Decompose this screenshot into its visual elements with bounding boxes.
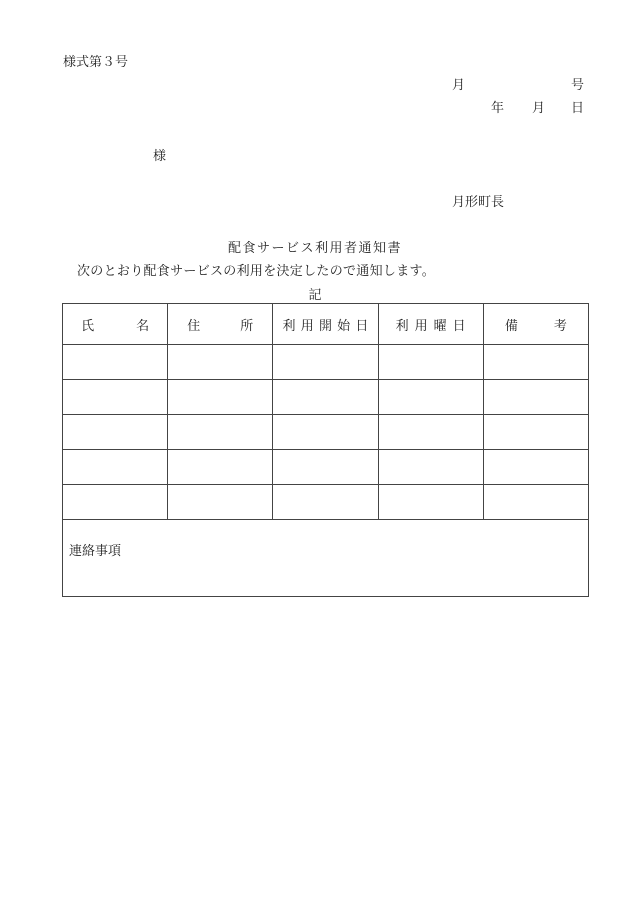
usage-days-cell[interactable]	[378, 450, 483, 485]
usage-days-cell[interactable]	[378, 415, 483, 450]
name-cell[interactable]	[63, 485, 168, 520]
address-cell[interactable]	[168, 485, 273, 520]
header-start-date-char: 用	[300, 318, 314, 334]
notes-label: 連絡事項	[69, 544, 122, 559]
start-date-cell[interactable]	[273, 450, 378, 485]
header-start-date-char: 利	[282, 318, 296, 334]
header-remarks	[483, 304, 588, 345]
document-title: 配食サービス利用者通知書	[227, 241, 402, 256]
start-date-cell[interactable]	[273, 415, 378, 450]
name-cell[interactable]	[63, 415, 168, 450]
notes-row	[63, 520, 589, 597]
usage-days-cell[interactable]	[378, 345, 483, 380]
usage-days-cell[interactable]	[378, 485, 483, 520]
ki-heading: 記	[308, 288, 322, 303]
start-date-cell[interactable]	[273, 485, 378, 520]
header-name-char: 氏	[81, 318, 95, 334]
address-cell[interactable]	[168, 345, 273, 380]
addressee-suffix: 様	[153, 149, 167, 164]
notice-body-text: 次のとおり配食サービスの利用を決定したので通知します。	[77, 264, 436, 279]
header-usage-days-char: 日	[452, 318, 466, 334]
notes-cell[interactable]	[63, 520, 589, 597]
name-cell[interactable]	[63, 345, 168, 380]
header-remarks-char: 考	[553, 318, 567, 334]
date-line	[491, 97, 584, 115]
reference-month-label: 月	[452, 78, 466, 93]
remarks-cell[interactable]	[483, 415, 588, 450]
header-start-date-char: 開	[318, 318, 332, 334]
remarks-cell[interactable]	[483, 485, 588, 520]
table-row	[63, 485, 589, 520]
start-date-cell[interactable]	[273, 345, 378, 380]
header-name	[63, 304, 168, 345]
form-number: 様式第３号	[63, 55, 129, 70]
issuer-name: 月形町長	[452, 195, 505, 210]
header-address-char: 住	[187, 318, 201, 334]
table-row	[63, 450, 589, 485]
name-cell[interactable]	[63, 380, 168, 415]
date-year-label: 年	[491, 101, 505, 116]
address-cell[interactable]	[168, 450, 273, 485]
header-start-date-char: 日	[355, 318, 369, 334]
remarks-cell[interactable]	[483, 450, 588, 485]
address-cell[interactable]	[168, 415, 273, 450]
date-day-label: 日	[570, 101, 584, 116]
remarks-cell[interactable]	[483, 380, 588, 415]
header-address-char: 所	[240, 318, 254, 334]
header-usage-days	[378, 304, 483, 345]
table-row	[63, 380, 589, 415]
name-cell[interactable]	[63, 450, 168, 485]
recipient-table	[62, 303, 589, 597]
header-name-char: 名	[136, 318, 150, 334]
header-usage-days-char: 利	[395, 318, 409, 334]
header-remarks-char: 備	[504, 318, 518, 334]
date-month-label: 月	[532, 101, 546, 116]
table-row	[63, 415, 589, 450]
usage-days-cell[interactable]	[378, 380, 483, 415]
remarks-cell[interactable]	[483, 345, 588, 380]
reference-number-label: 号	[570, 78, 584, 93]
address-cell[interactable]	[168, 380, 273, 415]
table-row	[63, 345, 589, 380]
reference-number-line	[452, 74, 584, 92]
header-start-date	[273, 304, 378, 345]
table-header-row	[63, 304, 589, 345]
start-date-cell[interactable]	[273, 380, 378, 415]
header-usage-days-char: 用	[414, 318, 428, 334]
header-usage-days-char: 曜	[433, 318, 447, 334]
header-address	[168, 304, 273, 345]
header-start-date-char: 始	[337, 318, 351, 334]
